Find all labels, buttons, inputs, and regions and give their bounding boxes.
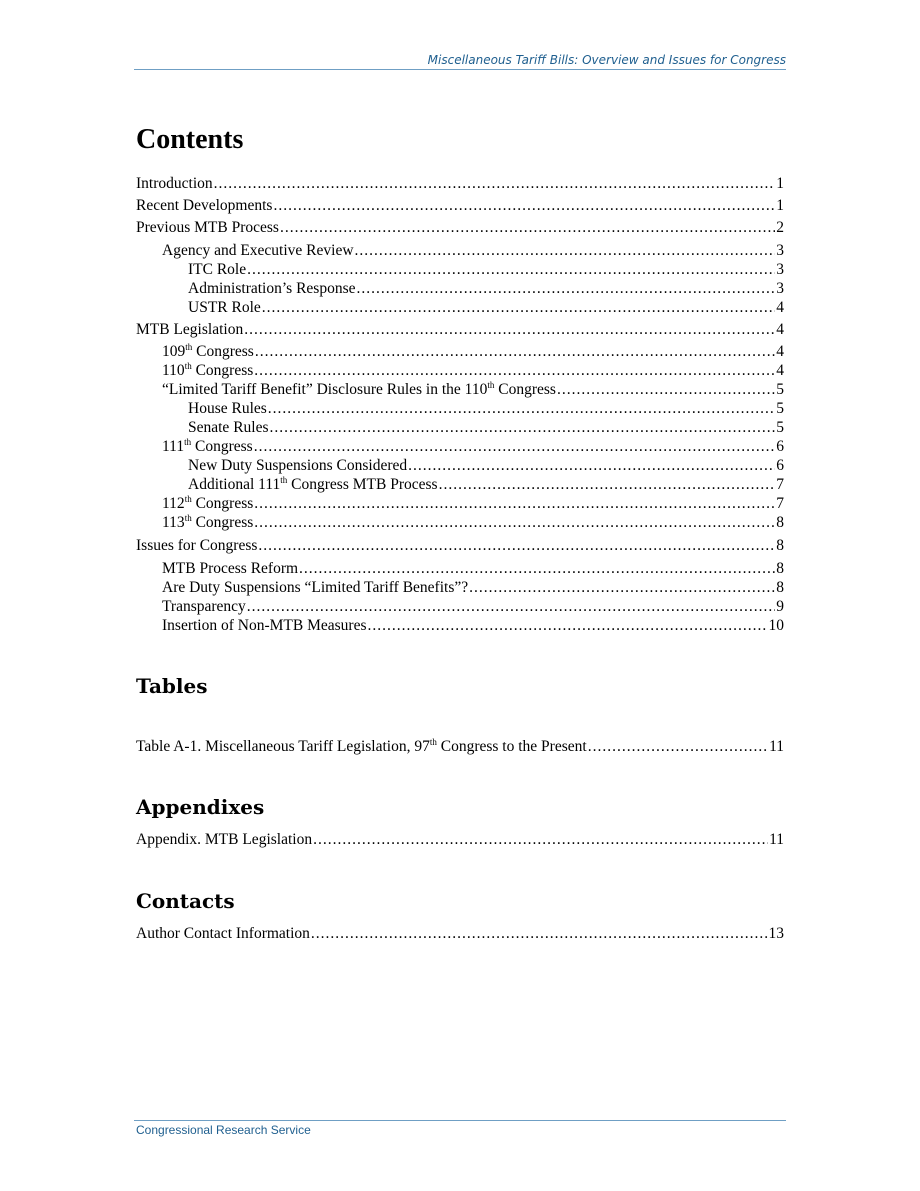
toc-entry-transparency[interactable]: Transparency ..... 9 (162, 597, 784, 617)
toc-page-number: 10 (768, 617, 784, 634)
footer-rule (134, 1120, 786, 1121)
toc-entry-introduction[interactable]: Introduction ..... 1 (136, 174, 784, 194)
toc-entry-disclosure-rules[interactable]: “Limited Tariff Benefit” Disclosure Rules in the 110th Congress ..... 5 (162, 380, 784, 400)
toc-entry-ustr-role[interactable]: USTR Role ..... 4 (188, 298, 784, 318)
toc-page-number: 7 (776, 476, 784, 493)
toc-entry-112th-congress[interactable]: 112th Congress ..... 7 (162, 494, 784, 514)
contents-title: Contents (136, 124, 244, 155)
toc-page-number: 11 (769, 738, 784, 755)
toc-entry-issues-for-congress[interactable]: Issues for Congress ..... 8 (136, 536, 784, 556)
toc-page-number: 8 (776, 537, 784, 554)
toc-entry-mtb-process-reform[interactable]: MTB Process Reform ..... 8 (162, 559, 784, 579)
toc-page-number: 8 (776, 560, 784, 577)
footer-org: Congressional Research Service (136, 1123, 311, 1137)
toc-page-number: 6 (776, 438, 784, 455)
toc-entry-limited-tariff-benefits[interactable]: Are Duty Suspensions “Limited Tariff Benefits”? ..... 8 (162, 578, 784, 598)
toc-page-number: 8 (776, 579, 784, 596)
toc-page-number: 1 (776, 197, 784, 214)
toc-page-number: 3 (776, 242, 784, 259)
toc-page-number: 7 (776, 495, 784, 512)
toc-page-number: 6 (776, 457, 784, 474)
toc-entry-table-a1[interactable]: Table A-1. Miscellaneous Tariff Legislation, 97th Congress to the Present ..... 11 (136, 737, 784, 757)
toc-page-number: 4 (776, 299, 784, 316)
toc-page-number: 2 (776, 219, 784, 236)
toc-entry-113th-congress[interactable]: 113th Congress ..... 8 (162, 513, 784, 533)
toc-entry-recent-developments[interactable]: Recent Developments ..... 1 (136, 196, 784, 216)
header-rule (134, 69, 786, 70)
toc-page-number: 5 (776, 419, 784, 436)
toc-entry-109th-congress[interactable]: 109th Congress ..... 4 (162, 342, 784, 362)
toc-entry-administrations-response[interactable]: Administration’s Response ..... 3 (188, 279, 784, 299)
toc-page-number: 4 (776, 321, 784, 338)
toc-entry-111th-congress[interactable]: 111th Congress ..... 6 (162, 437, 784, 457)
toc-page-number: 13 (768, 925, 784, 942)
toc-entry-non-mtb-measures[interactable]: Insertion of Non-MTB Measures ..... 10 (162, 616, 784, 636)
toc-page-number: 4 (776, 343, 784, 360)
running-header: Miscellaneous Tariff Bills: Overview and Issues for Congress (427, 53, 786, 67)
toc-entry-itc-role[interactable]: ITC Role ..... 3 (188, 260, 784, 280)
toc-page-number: 3 (776, 280, 784, 297)
appendixes-title: Appendixes (136, 795, 265, 819)
tables-title: Tables (136, 674, 208, 698)
toc-entry-senate-rules[interactable]: Senate Rules ..... 5 (188, 418, 784, 438)
toc-page-number: 4 (776, 362, 784, 379)
toc-entry-new-duty-suspensions[interactable]: New Duty Suspensions Considered ..... 6 (188, 456, 784, 476)
toc-page-number: 3 (776, 261, 784, 278)
toc-entry-mtb-legislation[interactable]: MTB Legislation ..... 4 (136, 320, 784, 340)
toc-page-number: 1 (776, 175, 784, 192)
toc-entry-previous-mtb-process[interactable]: Previous MTB Process ..... 2 (136, 218, 784, 238)
toc-page-number: 9 (776, 598, 784, 615)
toc-page-number: 11 (769, 831, 784, 848)
toc-entry-agency-executive-review[interactable]: Agency and Executive Review ..... 3 (162, 241, 784, 261)
toc-entry-appendix[interactable]: Appendix. MTB Legislation ..... 11 (136, 830, 784, 850)
toc-page-number: 8 (776, 514, 784, 531)
contacts-title: Contacts (136, 889, 235, 913)
toc-entry-author-contact[interactable]: Author Contact Information ..... 13 (136, 924, 784, 944)
toc-page-number: 5 (776, 381, 784, 398)
toc-entry-additional-111th-mtb-process[interactable]: Additional 111th Congress MTB Process ..... 7 (188, 475, 784, 495)
toc-entry-110th-congress[interactable]: 110th Congress ..... 4 (162, 361, 784, 381)
toc-entry-house-rules[interactable]: House Rules ..... 5 (188, 399, 784, 419)
toc-page-number: 5 (776, 400, 784, 417)
